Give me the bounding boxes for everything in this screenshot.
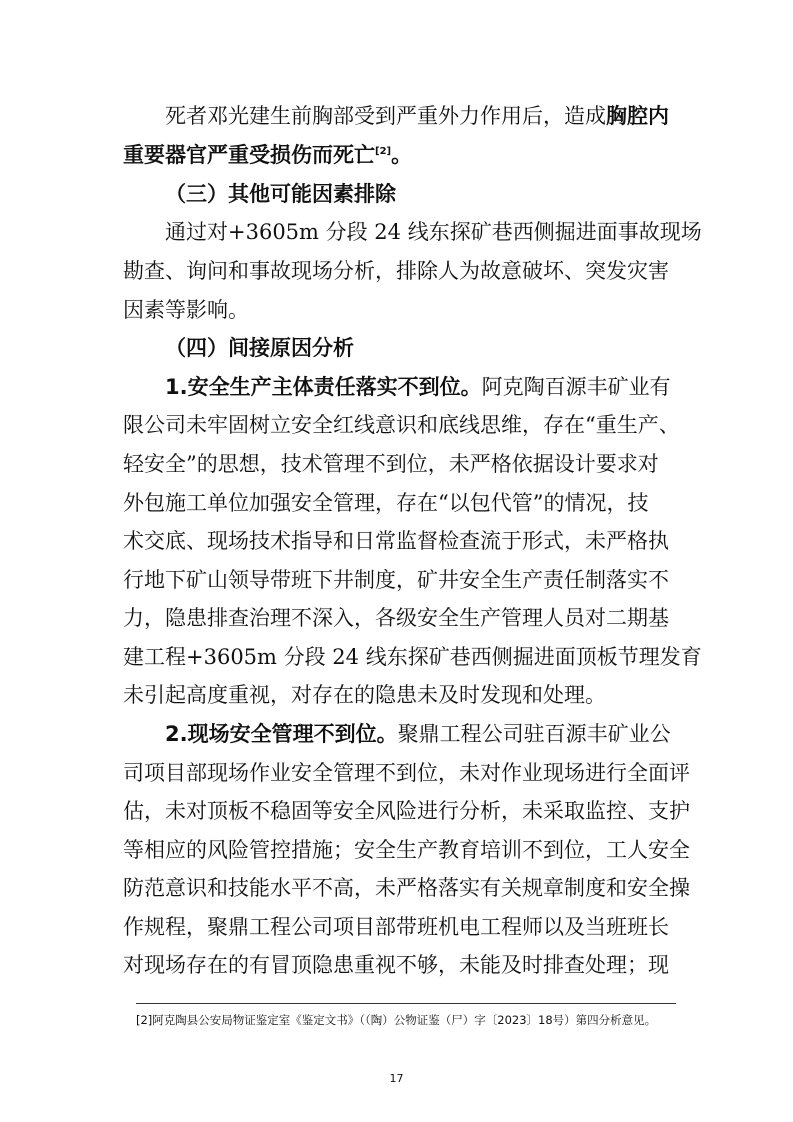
text-line	[0, 913, 793, 941]
text-line	[0, 720, 793, 748]
text-run: 力，隐患排查治理不深入，各级安全生产管理人员对二期基	[123, 606, 669, 630]
text-line	[0, 102, 793, 130]
text-line	[0, 836, 793, 864]
bold-text: （四）间接原因分析	[165, 336, 354, 360]
text-line	[0, 681, 793, 709]
text-run: 术交底、现场技术指导和日常监督检查流于形式，未严格执	[123, 529, 669, 553]
bold-text: 1.安全生产主体责任落实不到位。	[165, 375, 482, 399]
page-number: 17	[389, 1072, 404, 1085]
text-run: 对现场存在的有冒顶隐患重视不够，未能及时排查处理；现	[123, 953, 669, 977]
text-line	[0, 334, 793, 362]
text-run: 建工程+3605m 分段 24 线东探矿巷西侧掘进面顶板节理发育	[123, 645, 702, 669]
text-run: 司项目部现场作业安全管理不到位，未对作业现场进行全面评	[123, 761, 690, 785]
text-run: 勘查、询问和事故现场分析，排除人为故意破坏、突发灾害	[123, 259, 669, 283]
text-run: 估，未对顶板不稳固等安全风险进行分析，未采取监控、支护	[123, 799, 690, 823]
footnote-ref: [2]	[375, 146, 392, 157]
bold-text: （三）其他可能因素排除	[165, 182, 396, 206]
text-line	[0, 411, 793, 439]
text-run: 阿克陶百源丰矿业有	[481, 375, 671, 399]
text-line	[0, 450, 793, 478]
text-run: 行地下矿山领导带班下井制度，矿井安全生产责任制落实不	[123, 568, 669, 592]
text-run: 轻安全”的思想，技术管理不到位，未严格依据设计要求对	[123, 452, 659, 476]
text-run: 因素等影响。	[123, 298, 249, 322]
text-line	[0, 218, 793, 246]
footnote-separator	[136, 1003, 676, 1004]
text-line	[0, 566, 793, 594]
text-run: 未引起高度重视，对存在的隐患未及时发现和处理。	[123, 683, 606, 707]
text-run: 死者邓光建生前胸部受到严重外力作用后，造成	[165, 104, 606, 128]
text-line	[0, 604, 793, 632]
text-run: 外包施工单位加强安全管理，存在“以包代管”的情况，技	[123, 491, 649, 515]
text-run: 等相应的风险管控措施；安全生产教育培训不到位，工人安全	[123, 838, 690, 862]
text-line	[0, 951, 793, 979]
bold-text: 。	[391, 143, 413, 167]
text-line	[0, 296, 793, 324]
text-line	[0, 527, 793, 555]
text-run: 聚鼎工程公司驻百源丰矿业公	[397, 722, 671, 746]
bold-text: 重要器官严重受损伤而死亡	[123, 143, 375, 167]
text-run: 作规程，聚鼎工程公司项目部带班机电工程师以及当班班长	[123, 915, 669, 939]
text-line	[0, 373, 793, 401]
text-line	[0, 257, 793, 285]
text-line	[0, 141, 793, 169]
text-line	[0, 489, 793, 517]
footnote: [2]阿克陶县公安局物证鉴定室《鉴定文书》（（陶）公物证鉴（尸）字〔2023〕18号）第四分析意见。	[136, 1013, 657, 1027]
text-line	[0, 643, 793, 671]
text-line	[0, 874, 793, 902]
bold-text: 2.现场安全管理不到位。	[165, 722, 398, 746]
text-run: 限公司未牢固树立安全红线意识和底线思维，存在“重生产、	[123, 413, 680, 437]
text-line	[0, 759, 793, 787]
text-line	[0, 797, 793, 825]
bold-text: 胸腔内	[606, 104, 669, 128]
text-line	[0, 180, 793, 208]
text-run: 防范意识和技能水平不高，未严格落实有关规章制度和安全操	[123, 876, 690, 900]
text-run: 通过对+3605m 分段 24 线东探矿巷西侧掘进面事故现场	[165, 220, 702, 244]
